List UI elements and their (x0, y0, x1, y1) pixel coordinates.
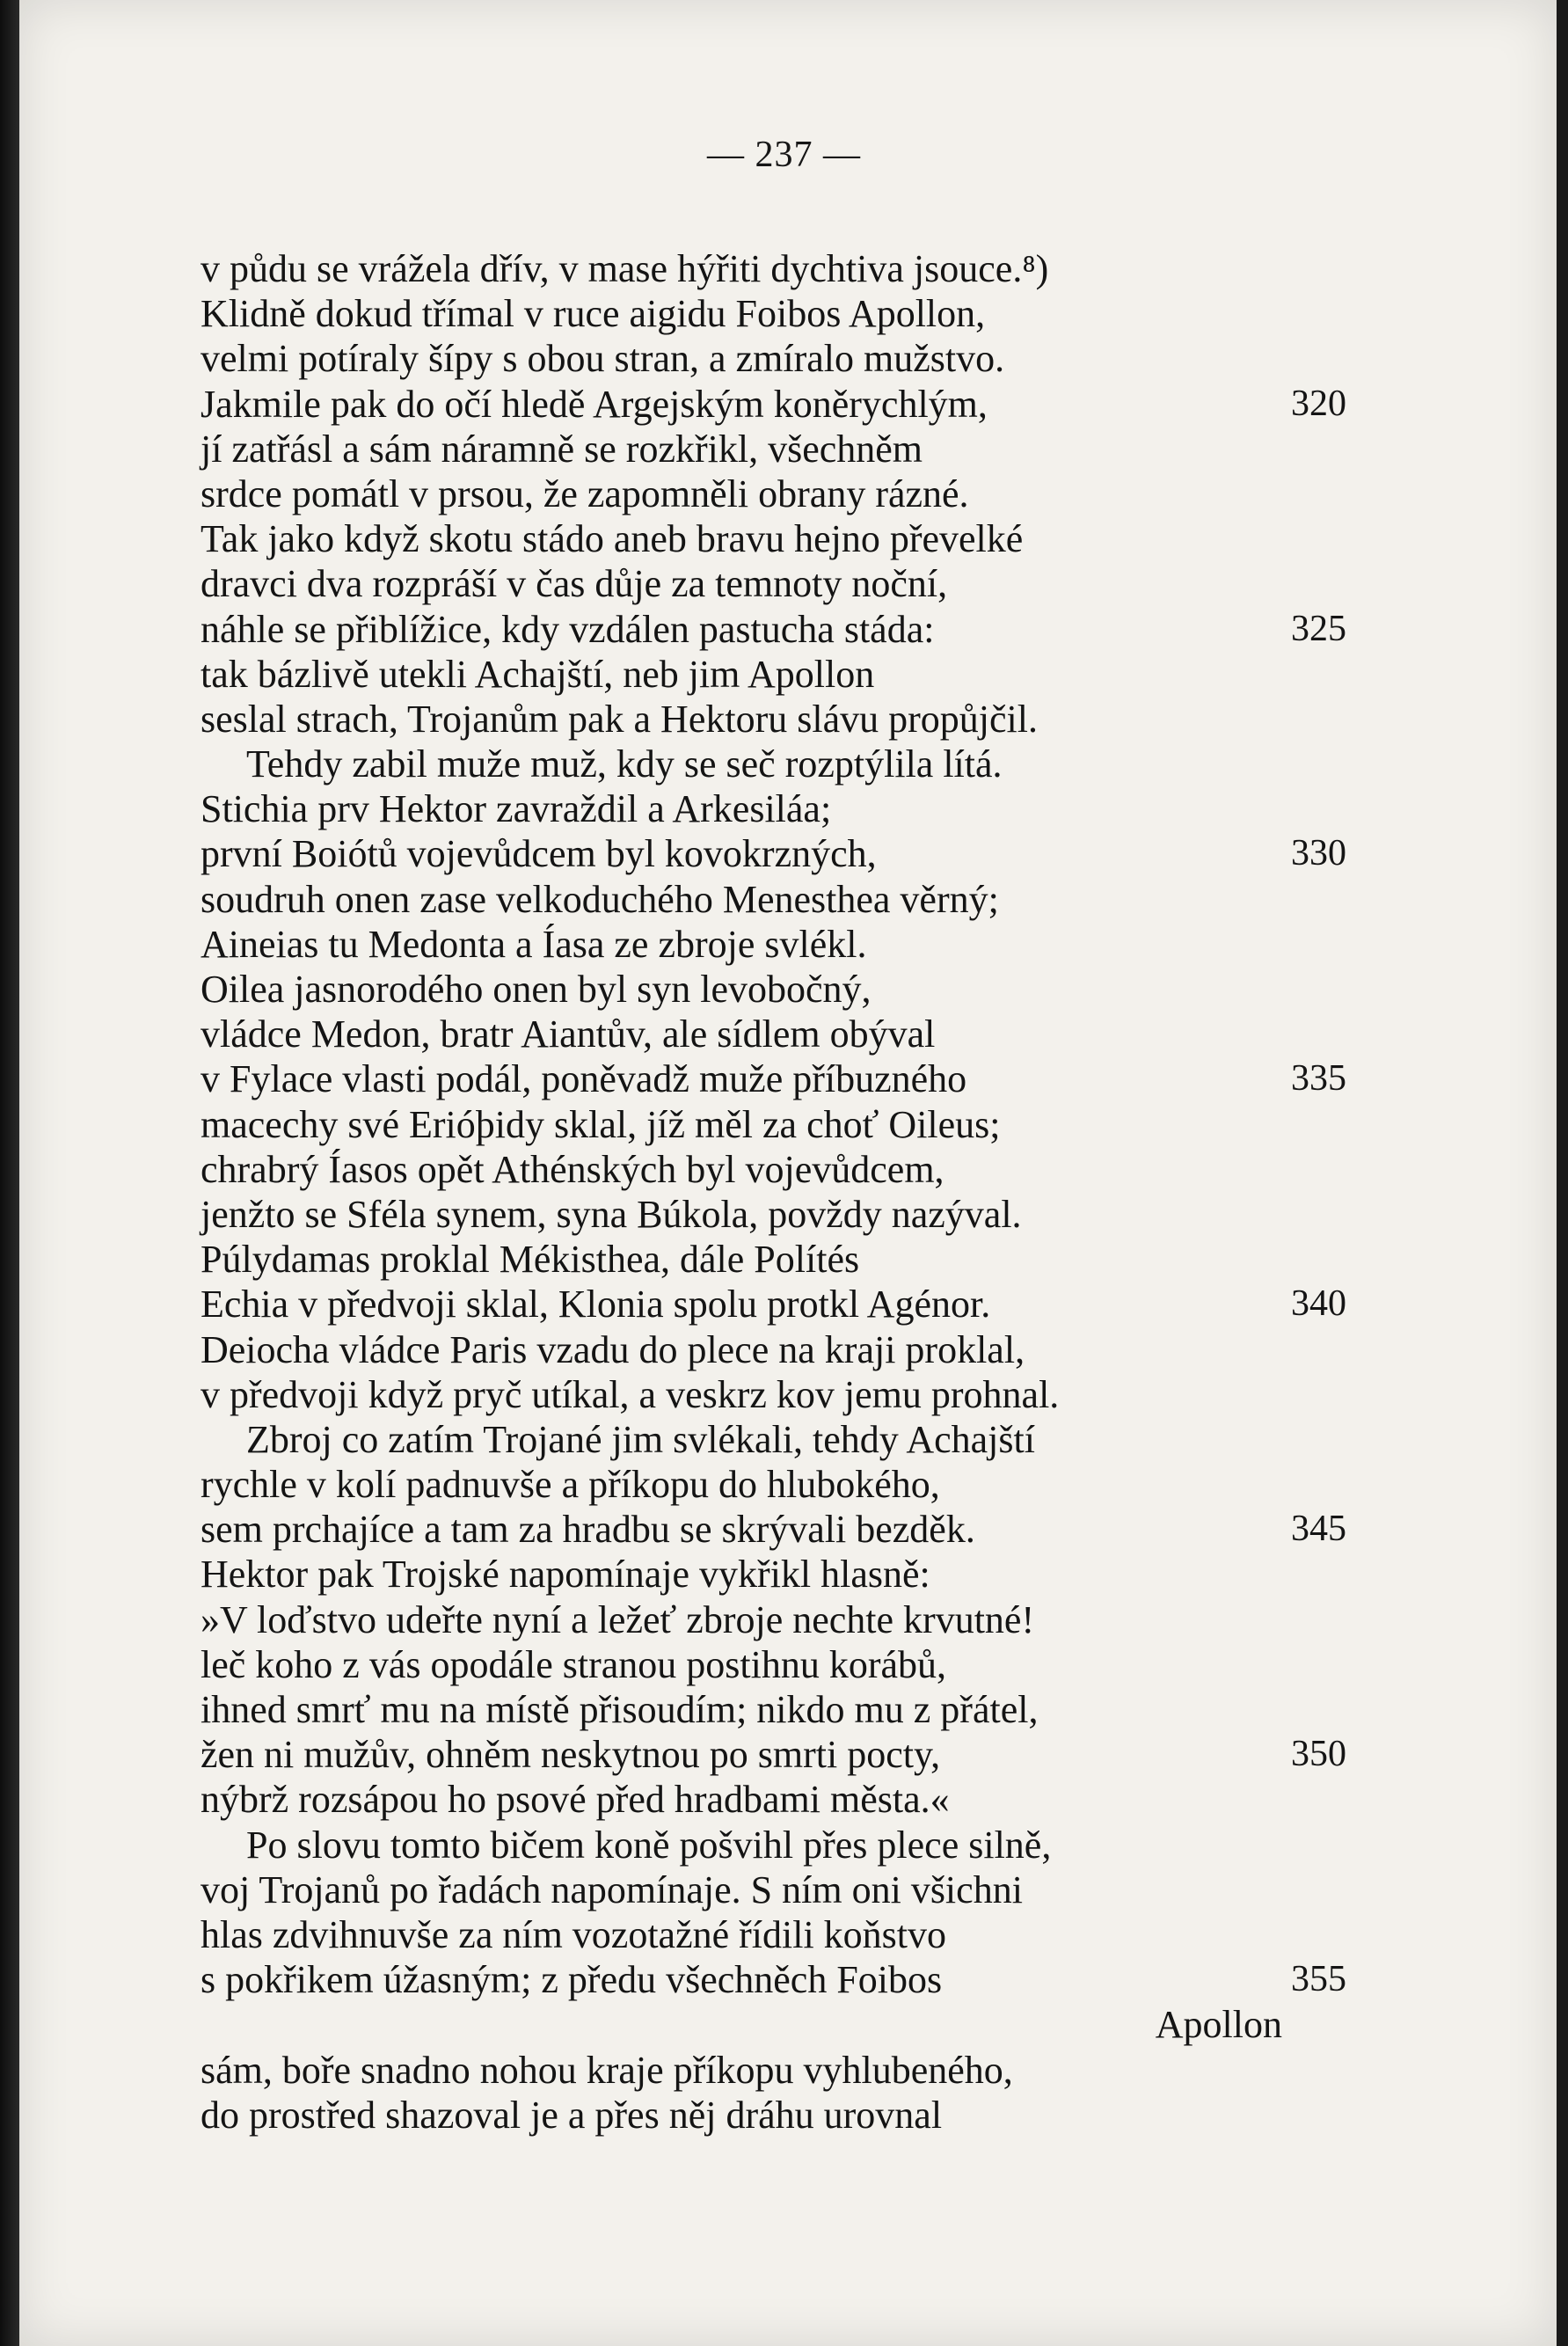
verse-line (201, 2048, 1282, 2093)
verse-text: jenžto se Sféla synem, syna Búkola, povždy nazýval. (201, 1192, 1022, 1236)
verse-line (201, 877, 1282, 922)
verse-text: tak bázlivě utekli Achajští, neb jim Apollon (201, 652, 875, 696)
verse-text: hlas zdvihnuvše za ním vozotažné řídili koňstvo (201, 1912, 947, 1956)
verse-text: ihned smrť mu na místě přisoudím; nikdo mu z přátel, (201, 1688, 1039, 1731)
verse-line (201, 336, 1282, 381)
line-number: 325 (1291, 608, 1346, 649)
verse-line (201, 1102, 1282, 1147)
verse-text: Stichia prv Hektor zavraždil a Arkesiláa; (201, 787, 832, 831)
verse-line (201, 1732, 1346, 1777)
verse-text: Po slovu tomto bičem koně pošvihl přes plece silně, (246, 1823, 1052, 1867)
verse-text: v předvoji když pryč utíkal, a veskrz kov jemu prohnal. (201, 1372, 1060, 1416)
verse-line (201, 1282, 1346, 1326)
line-number: 335 (1291, 1058, 1346, 1100)
verse-text: Deiocha vládce Paris vzadu do plece na kraji proklal, (201, 1327, 1025, 1371)
verse-text: Echia v předvoji sklal, Klonia spolu protkl Agénor. (201, 1283, 991, 1326)
verse-line (201, 1147, 1282, 1192)
verse-text: Klidně dokud třímal v ruce aigidu Foibos Apollon, (201, 292, 986, 336)
verse-text: Oilea jasnorodého onen byl syn levobočný, (201, 968, 872, 1011)
verse-line (201, 382, 1346, 427)
verse-line (201, 471, 1282, 516)
verse-text: dravci dva rozpráší v čas důje za temnoty noční, (201, 562, 948, 606)
verse-line (201, 1462, 1282, 1507)
line-number: 355 (1291, 1959, 1346, 2000)
book-spine-shadow (0, 0, 19, 2346)
line-number: 320 (1291, 383, 1346, 424)
verse-text: s pokřikem úžasným; z předu všechněch Foibos (201, 1958, 943, 2002)
verse-text: Púlydamas proklal Mékisthea, dále Polítés (201, 1238, 860, 1282)
verse-text: voj Trojanů po řadách napomínaje. S ním oni všichni (201, 1867, 1023, 1911)
line-number: 345 (1291, 1509, 1346, 1550)
verse-text: »V loďstvo udeřte nyní a ležeť zbroje nechte krvutné! (201, 1597, 1035, 1641)
verse-text: náhle se přiblížice, kdy vzdálen pastucha stáda: (201, 607, 935, 651)
line-number: 330 (1291, 833, 1346, 874)
verse-line (201, 1867, 1282, 1912)
verse-line (201, 427, 1282, 471)
verse-line (201, 2002, 1282, 2047)
verse-line (201, 1552, 1282, 1597)
verse-line (201, 561, 1282, 606)
verse-line (201, 1012, 1282, 1056)
verse-text: Tehdy zabil muže muž, kdy se seč rozptýlila lítá. (246, 742, 1003, 786)
verse-text: v půdu se vrážela dřív, v mase hýřiti dychtiva jsouce.⁸) (201, 247, 1049, 290)
verse-line (201, 967, 1282, 1012)
verse-line (201, 1507, 1346, 1552)
line-number: 340 (1291, 1283, 1346, 1325)
page-number: — 237 — (707, 135, 861, 175)
verse-text: první Boiótů vojevůdcem byl kovokrzných, (201, 832, 877, 876)
verse-line (201, 607, 1346, 652)
verse-line (201, 1597, 1282, 1642)
verse-line (201, 1056, 1346, 1101)
verse-line (201, 1417, 1282, 1462)
verse-line (201, 1237, 1282, 1282)
verse-text: seslal strach, Trojanům pak a Hektoru slávu propůjčil. (201, 697, 1038, 741)
verse-line (201, 1687, 1282, 1732)
verse-line (201, 697, 1282, 742)
verse-text: vládce Medon, bratr Aiantův, ale sídlem obýval (201, 1012, 936, 1056)
verse-line (201, 2093, 1282, 2138)
verse-text: macechy své Erióþidy sklal, jíž měl za choť Oileus; (201, 1102, 1001, 1146)
verse-line (201, 291, 1282, 336)
verse-text: rychle v kolí padnuvše a příkopu do hlubokého, (201, 1463, 940, 1507)
verse-line (201, 516, 1282, 561)
verse-text: do prostřed shazoval je a přes něj dráhu urovnal (201, 2093, 943, 2137)
verse-line (201, 831, 1346, 876)
verse-text: velmi potíraly šípy s obou stran, a zmíralo mužstvo. (201, 337, 1005, 381)
verse-text: leč koho z vás opodále stranou postihnu korábů, (201, 1642, 947, 1686)
verse-text: sem prchajíce a tam za hradbu se skrývali bezděk. (201, 1508, 975, 1552)
line-number: 350 (1291, 1734, 1346, 1775)
verse-line (201, 1372, 1282, 1417)
verse-line (201, 1823, 1282, 1867)
verse-text: Apollon (1155, 2003, 1282, 2047)
verse-block (201, 246, 1346, 2138)
verse-line (201, 246, 1282, 291)
verse-line (201, 652, 1282, 697)
verse-text: Zbroj co zatím Trojané jim svlékali, tehdy Achajští (246, 1417, 1035, 1461)
verse-text: sám, boře snadno nohou kraje příkopu vyhlubeného, (201, 2048, 1013, 2092)
verse-line (201, 1912, 1282, 1957)
verse-line (201, 786, 1282, 831)
verse-line (201, 1957, 1346, 2002)
verse-line (201, 922, 1282, 967)
verse-text: soudruh onen zase velkoduchého Menesthea věrný; (201, 877, 999, 921)
verse-text: Aineias tu Medonta a Íasa ze zbroje svlékl. (201, 922, 867, 966)
verse-line (201, 742, 1282, 786)
verse-text: žen ni mužův, ohněm neskytnou po smrti pocty, (201, 1733, 941, 1777)
verse-line (201, 1327, 1282, 1372)
verse-text: Hektor pak Trojské napomínaje vykřikl hlasně: (201, 1553, 930, 1597)
verse-text: jí zatřásl a sám náramně se rozkřikl, všechněm (201, 427, 923, 471)
verse-line (201, 1777, 1282, 1822)
verse-text: Jakmile pak do očí hledě Argejským koněrychlým, (201, 382, 988, 426)
verse-text: v Fylace vlasti podál, poněvadž muže příbuzného (201, 1057, 967, 1101)
verse-text: srdce pomátl v prsou, že zapomněli obrany rázné. (201, 471, 969, 515)
verse-text: chrabrý Íasos opět Athénských byl vojevůdcem, (201, 1147, 944, 1191)
verse-text: Tak jako když skotu stádo aneb bravu hejno převelké (201, 517, 1024, 561)
verse-line (201, 1642, 1282, 1687)
verse-text: nýbrž rozsápou ho psové před hradbami města.« (201, 1778, 950, 1822)
verse-line (201, 1192, 1282, 1237)
